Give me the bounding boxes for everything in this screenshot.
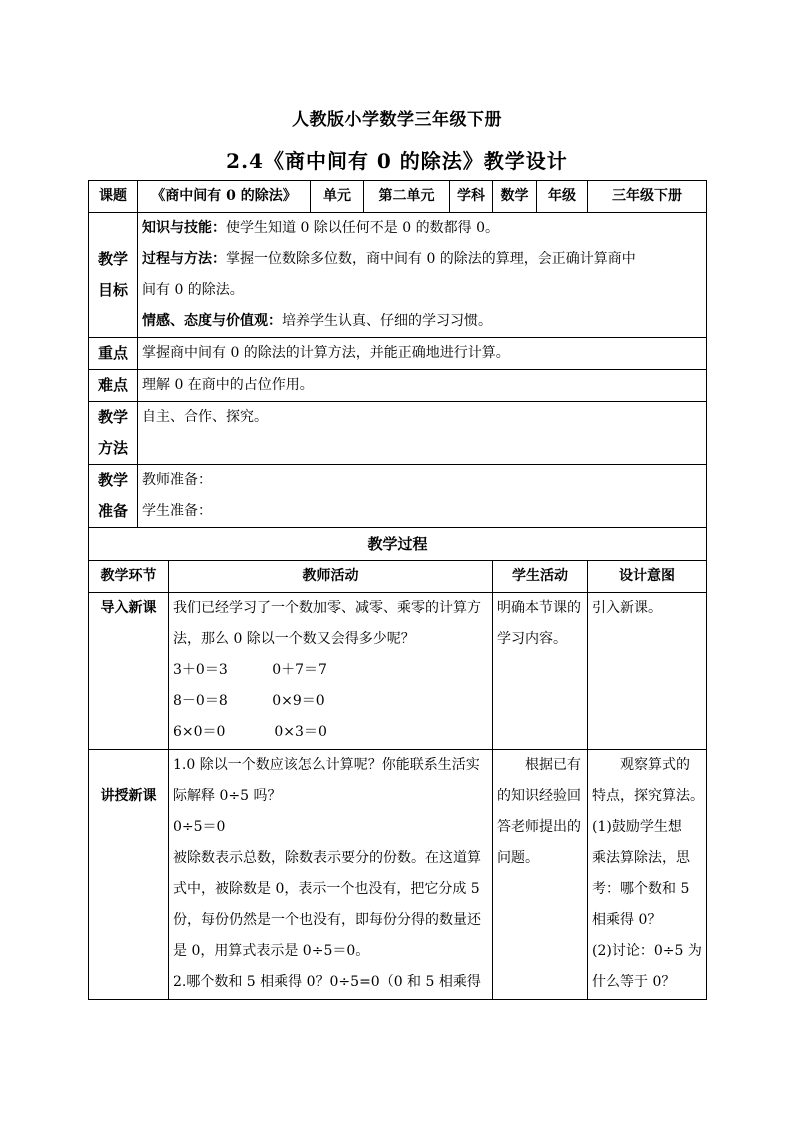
teach-line-2: 际解释 0÷5 吗？ [173,788,282,804]
preparation-label [89,465,138,528]
preparation-label-1: 教学 [97,471,128,489]
teacher-prep: 教师准备： [142,472,212,488]
preparation-content [138,465,707,528]
teach-line-5: 式中，被除数是 0，表示一个也没有，把它分成 5 [173,881,480,897]
teach-student-line-4: 问题。 [497,850,539,866]
document-title: 人教版小学数学三年级下册 [292,110,502,130]
intro-teacher-line-2: 法，那么 0 除以一个数又会得多少呢？ [173,631,415,647]
intro-student-line-1: 明确本节课的 [497,600,581,616]
preparation-label-2: 准备 [97,502,128,520]
grade-value: 三年级下册 [588,181,707,213]
process-columns-row [89,561,707,593]
process-header-row [89,528,707,561]
intro-equation-1: 3＋0＝3 0＋7＝7 [173,662,327,678]
teach-intent-line-7: (2)讨论：0÷5 为 [592,943,702,959]
teach-intent-line-2: 特点，探究算法。 [592,788,704,804]
intro-student-activity [493,593,588,750]
teach-intent-line-6: 相乘得 0？ [592,912,662,928]
knowledge-heading: 知识与技能： [142,220,226,236]
method-text: 自主、合作、探究。 [138,402,707,465]
method-row [89,402,707,465]
difficulty-text: 理解 0 在商中的占位作用。 [138,370,707,402]
teaching-row [89,750,707,1000]
teach-line-7: 是 0，用算式表示是 0÷5＝0。 [173,943,370,959]
col-student: 学生活动 [493,561,588,593]
intro-equation-2: 8－0＝8 0×9＝0 [173,693,325,709]
method-label-2: 方法 [97,439,128,457]
col-intent: 设计意图 [588,561,707,593]
teach-student-line-3: 答老师提出的 [497,819,581,835]
unit-label: 单元 [311,181,364,213]
key-point-text: 掌握商中间有 0 的除法的计算方法，并能正确地进行计算。 [138,338,707,370]
teach-line-1: 1.0 除以一个数应该怎么计算呢？你能联系生活实 [173,757,480,773]
teach-line-4: 被除数表示总数，除数表示要分的份数。在这道算 [173,850,481,866]
emotion-heading: 情感、态度与价值观： [142,313,282,329]
objectives-label-2: 目标 [97,281,128,299]
teach-intent-line-8: 什么等于 0？ [592,974,676,990]
teach-line-6: 份，每份仍然是一个也没有，即每份分得的数量还 [173,912,481,928]
teach-intent-line-4: 乘法算除法，思 [592,850,690,866]
process-text-2: 间有 0 的除法。 [142,282,244,298]
student-prep: 学生准备： [142,503,212,519]
lesson-plan-table [88,180,707,1000]
intro-teacher-activity [169,593,493,750]
objectives-label [89,213,138,338]
difficulty-label: 难点 [89,370,138,402]
teaching-design-intent [588,750,707,1000]
process-heading: 过程与方法： [142,251,226,267]
teaching-teacher-activity [169,750,493,1000]
teach-line-3: 0÷5＝0 [173,819,226,835]
objectives-label-1: 教学 [97,250,128,268]
knowledge-text: 使学生知道 0 除以任何不是 0 的数都得 0。 [226,220,499,236]
key-point-row [89,338,707,370]
method-label-1: 教学 [97,408,128,426]
teaching-student-activity [493,750,588,1000]
difficulty-row [89,370,707,402]
intro-stage: 导入新课 [89,593,169,750]
intro-teacher-line-1: 我们已经学习了一个数加零、减零、乘零的计算方 [173,600,481,616]
subject-value: 数学 [493,181,537,213]
col-stage: 教学环节 [89,561,169,593]
info-row [89,181,707,213]
intro-design-intent: 引入新课。 [588,593,707,750]
grade-label: 年级 [537,181,588,213]
teaching-stage: 讲授新课 [89,750,169,1000]
subject-label: 学科 [450,181,493,213]
unit-value: 第二单元 [364,181,450,213]
method-label [89,402,138,465]
document-subtitle: 2.4《商中间有 0 的除法》教学设计 [226,149,568,173]
intro-student-line-2: 学习内容。 [497,631,567,647]
teach-intent-line-3: (1)鼓励学生想 [592,819,682,835]
intro-row [89,593,707,750]
preparation-row [89,465,707,528]
teach-intent-line-1: 观察算式的 [620,757,690,773]
process-header: 教学过程 [89,528,707,561]
emotion-text: 培养学生认真、仔细的学习习惯。 [282,313,492,329]
objectives-row [89,213,707,338]
topic-label: 课题 [89,181,138,213]
objectives-content [138,213,707,338]
intro-equation-3: 6×0＝0 0×3＝0 [173,724,327,740]
teach-intent-line-5: 考：哪个数和 5 [592,881,690,897]
process-text-1: 掌握一位数除多位数，商中间有 0 的除法的算理，会正确计算商中 [226,251,636,267]
col-teacher: 教师活动 [169,561,493,593]
teach-student-line-1: 根据已有 [525,757,581,773]
teach-student-line-2: 的知识经验回 [497,788,581,804]
teach-line-8: 2.哪个数和 5 相乘得 0？0÷5=0（0 和 5 相乘得 [173,974,481,990]
key-point-label: 重点 [89,338,138,370]
topic-value: 《商中间有 0 的除法》 [138,181,311,213]
